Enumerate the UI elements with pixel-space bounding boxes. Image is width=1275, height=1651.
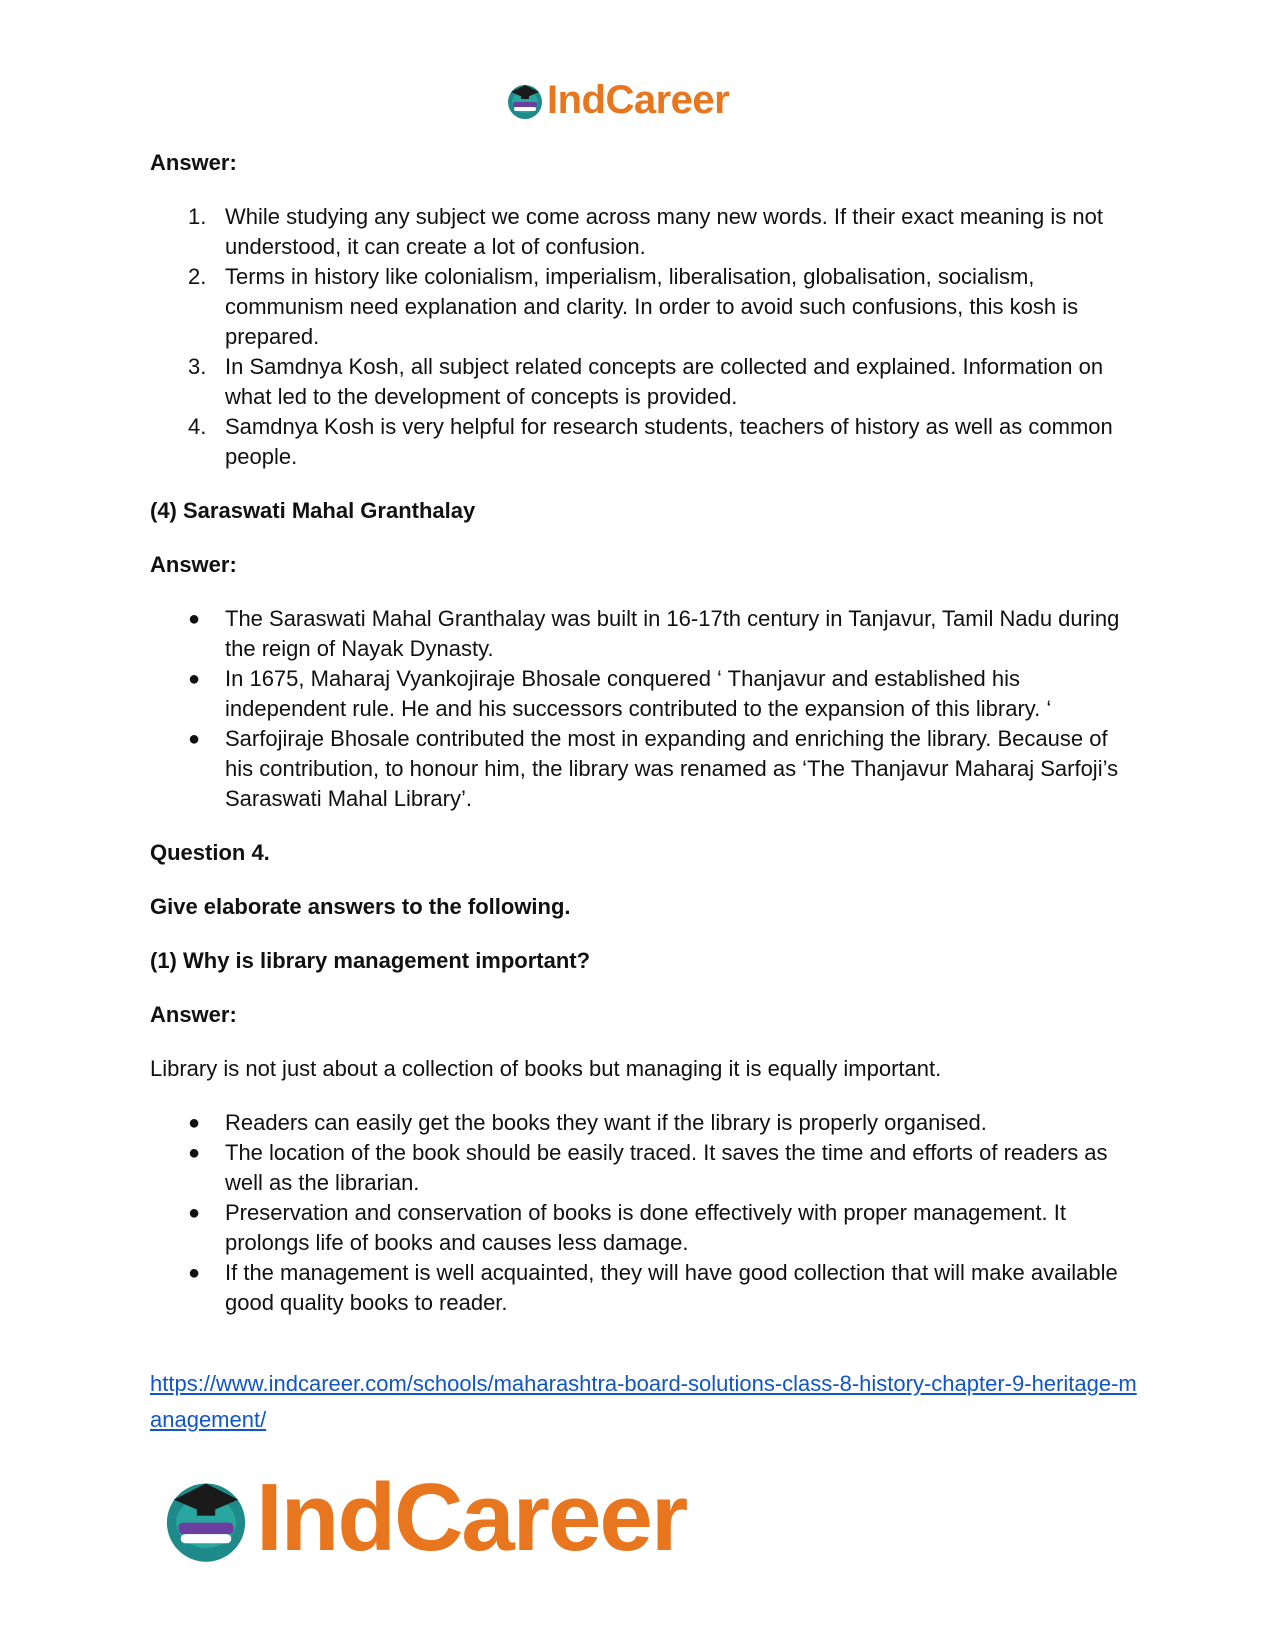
header-logo [505, 80, 729, 120]
list-item: 3. In Samdnya Kosh, all subject related concepts are collected and explained. Information on what led to the development of concepts is provided. [188, 354, 1104, 409]
list-item [150, 1108, 1140, 1138]
bullet-list [150, 604, 1140, 814]
list-item-text: Sarfojiraje Bhosale contributed the most in expanding and enriching the library. Because of his contribution, to honour him, the library was renamed as ‘The Thanjavur Maharaj Sarfoji’s Saraswati Mahal Library’. [225, 726, 1119, 811]
list-item-text: In Samdnya Kosh, all subject related concepts are collected and explained. Information on what led to the development of concepts is provided. [225, 354, 1104, 409]
instruction-text: Give elaborate answers to the following. [150, 894, 571, 919]
list-item-text: The location of the book should be easily traced. It saves the time and efforts of readers as well as the librarian. [225, 1140, 1108, 1195]
list-item-text: Preservation and conservation of books is done effectively with proper management. It prolongs life of books and causes less damage. [225, 1200, 1066, 1255]
bullet-icon: ● [188, 1112, 201, 1134]
logo-emblem-icon [160, 1472, 252, 1564]
document-content [150, 148, 1140, 1438]
list-item-text: If the management is well acquainted, they will have good collection that will make available good quality books to reader. [225, 1260, 1118, 1315]
question-label: Question 4. [150, 840, 270, 865]
list-item: 2. Terms in history like colonialism, imperialism, liberalisation, globalisation, socialism, communism need explanation and clarity. In order to avoid such confusions, this kosh is prepared. [188, 264, 1079, 349]
bullet-list [150, 1108, 1140, 1318]
bullet-icon: ● [188, 608, 201, 630]
bullet-icon: ● [188, 728, 201, 750]
list-item [150, 604, 1140, 664]
list-item-text: In 1675, Maharaj Vyankojiraje Bhosale conquered ‘ Thanjavur and established his independent rule. He and his successors contributed to the expansion of this library. ‘ [225, 666, 1052, 721]
logo-emblem-icon [505, 80, 545, 120]
list-item-text: Samdnya Kosh is very helpful for research students, teachers of history as well as common people. [225, 414, 1113, 469]
list-item [150, 1138, 1140, 1198]
list-item [150, 1258, 1140, 1318]
list-item-text: While studying any subject we come across many new words. If their exact meaning is not understood, it can create a lot of confusion. [225, 204, 1103, 259]
sub-heading: (4) Saraswati Mahal Granthalay [150, 498, 476, 523]
list-item [150, 664, 1140, 724]
answer-label: Answer: [150, 150, 237, 175]
source-link[interactable]: https://www.indcareer.com/schools/maharashtra-board-solutions-class-8-history-chapter-9-heritage-management/ [150, 1371, 1137, 1432]
answer-label: Answer: [150, 1002, 237, 1027]
list-item-text: Terms in history like colonialism, imperialism, liberalisation, globalisation, socialism, communism need explanation and clarity. In order to avoid such confusions, this kosh is prepared. [225, 264, 1079, 349]
header-logo-text: IndCareer [547, 78, 730, 122]
list-item: 4. Samdnya Kosh is very helpful for research students, teachers of history as well as common people. [188, 414, 1113, 469]
answer-label: Answer: [150, 552, 237, 577]
list-item [150, 1198, 1140, 1258]
sub-question: (1) Why is library management important? [150, 948, 591, 973]
bullet-icon: ● [188, 1202, 201, 1224]
bullet-icon: ● [188, 1142, 201, 1164]
numbered-list [150, 202, 1140, 472]
list-item [150, 724, 1140, 814]
footer-logo-text: IndCareer [256, 1464, 687, 1571]
list-item-text: The Saraswati Mahal Granthalay was built in 16-17th century in Tanjavur, Tamil Nadu during the reign of Nayak Dynasty. [225, 606, 1120, 661]
bullet-icon: ● [188, 1262, 201, 1284]
list-item: 1. While studying any subject we come across many new words. If their exact meaning is not understood, it can create a lot of confusion. [188, 204, 1103, 259]
bullet-icon: ● [188, 668, 201, 690]
answer-intro: Library is not just about a collection of books but managing it is equally important. [150, 1056, 942, 1081]
footer-logo [160, 1464, 687, 1571]
list-item-text: Readers can easily get the books they want if the library is properly organised. [225, 1110, 987, 1135]
